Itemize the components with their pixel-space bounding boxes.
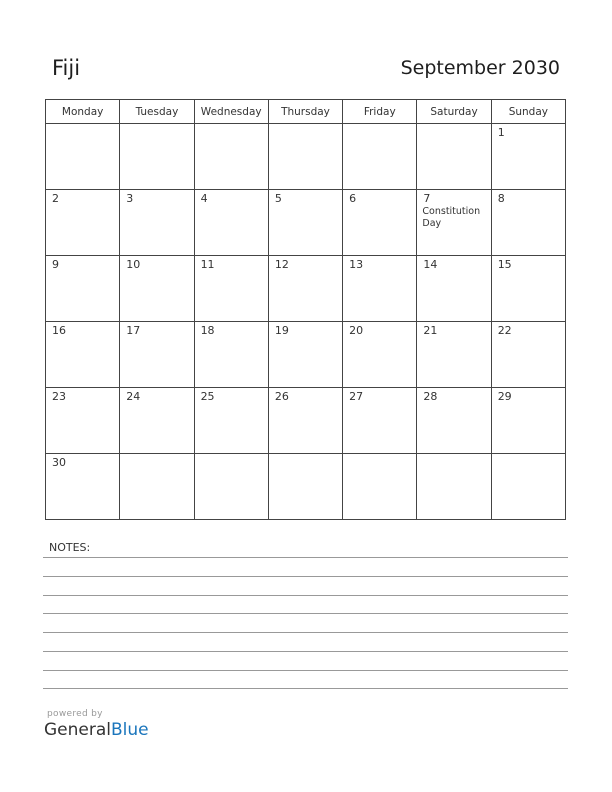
day-cell <box>417 388 491 454</box>
day-cell <box>491 454 565 520</box>
day-cell <box>194 322 268 388</box>
day-cell <box>46 256 120 322</box>
day-number: 12 <box>274 258 289 271</box>
day-cell <box>491 388 565 454</box>
day-number: 8 <box>497 192 505 205</box>
notes-line <box>43 688 568 689</box>
day-number <box>120 124 193 126</box>
brand-logo[interactable] <box>44 720 149 740</box>
day-cell <box>268 388 342 454</box>
brand-name-blue: Blue <box>111 720 149 740</box>
day-number: 28 <box>423 390 438 403</box>
day-number: 15 <box>497 258 512 271</box>
notes-line <box>43 576 568 577</box>
day-number: 20 <box>349 324 364 337</box>
day-number <box>343 454 416 456</box>
day-cell-holiday <box>417 190 491 256</box>
day-cell <box>343 388 417 454</box>
day-number: 21 <box>423 324 438 337</box>
notes-line <box>43 632 568 633</box>
day-number <box>46 124 119 126</box>
day-cell <box>491 190 565 256</box>
day-number: 13 <box>349 258 364 271</box>
day-cell <box>343 322 417 388</box>
day-number: 16 <box>52 324 66 337</box>
day-cell <box>491 256 565 322</box>
day-cell <box>343 124 417 190</box>
day-cell <box>194 124 268 190</box>
day-number: 4 <box>200 192 208 205</box>
weekday-sunday: Sunday <box>491 100 565 124</box>
day-cell <box>120 454 194 520</box>
day-cell <box>343 454 417 520</box>
day-number <box>417 124 490 126</box>
calendar-grid <box>45 99 566 520</box>
day-cell <box>194 454 268 520</box>
notes-line <box>43 651 568 652</box>
week-row <box>46 124 566 190</box>
day-cell <box>491 124 565 190</box>
weekday-saturday: Saturday <box>417 100 491 124</box>
week-row <box>46 388 566 454</box>
day-cell <box>120 322 194 388</box>
week-row <box>46 256 566 322</box>
day-number: 29 <box>497 390 512 403</box>
notes-line <box>43 595 568 596</box>
day-number: 6 <box>349 192 357 205</box>
day-cell <box>417 322 491 388</box>
day-number: 10 <box>126 258 141 271</box>
day-number: 14 <box>423 258 438 271</box>
notes-line <box>43 613 568 614</box>
week-row <box>46 322 566 388</box>
day-cell <box>46 190 120 256</box>
day-number: 1 <box>497 126 505 139</box>
day-number: 5 <box>274 192 282 205</box>
notes-label: NOTES: <box>49 541 91 554</box>
day-cell <box>120 124 194 190</box>
day-number <box>195 454 268 456</box>
day-number: 18 <box>200 324 215 337</box>
day-number: 2 <box>52 192 59 205</box>
day-cell <box>194 256 268 322</box>
day-number <box>269 454 342 456</box>
day-cell <box>268 256 342 322</box>
day-cell <box>120 256 194 322</box>
day-cell <box>268 454 342 520</box>
day-number: 17 <box>126 324 141 337</box>
day-number: 25 <box>200 390 215 403</box>
day-number <box>492 454 565 456</box>
day-number: 11 <box>200 258 215 271</box>
day-number <box>269 124 342 126</box>
weekday-friday: Friday <box>343 100 417 124</box>
day-number: 23 <box>52 390 66 403</box>
day-cell <box>120 388 194 454</box>
country-title: Fiji <box>52 56 81 80</box>
notes-line <box>43 670 568 671</box>
day-cell <box>268 124 342 190</box>
weekday-tuesday: Tuesday <box>120 100 194 124</box>
day-cell <box>417 256 491 322</box>
day-number: 24 <box>126 390 141 403</box>
day-cell <box>46 124 120 190</box>
day-cell <box>268 322 342 388</box>
day-number: 22 <box>497 324 512 337</box>
powered-by-label: powered by <box>47 709 103 719</box>
day-cell <box>46 322 120 388</box>
day-number: 26 <box>274 390 289 403</box>
weekday-thursday: Thursday <box>268 100 342 124</box>
month-year-title: September 2030 <box>400 57 560 79</box>
day-number: 3 <box>126 192 134 205</box>
holiday-label: Constitution Day <box>422 206 481 229</box>
notes-line <box>43 557 568 558</box>
day-cell <box>194 190 268 256</box>
day-cell <box>46 454 120 520</box>
week-row <box>46 454 566 520</box>
day-number: 30 <box>52 456 66 469</box>
day-cell <box>417 454 491 520</box>
day-number <box>195 124 268 126</box>
day-cell <box>120 190 194 256</box>
day-number: 27 <box>349 390 364 403</box>
weekday-monday: Monday <box>46 100 120 124</box>
day-cell <box>343 256 417 322</box>
day-cell <box>491 322 565 388</box>
day-number: 9 <box>52 258 59 271</box>
day-cell <box>417 124 491 190</box>
day-cell <box>268 190 342 256</box>
day-number <box>120 454 193 456</box>
day-cell <box>194 388 268 454</box>
day-number <box>343 124 416 126</box>
brand-name-general: General <box>44 720 111 740</box>
day-cell <box>46 388 120 454</box>
day-number <box>417 454 490 456</box>
day-cell <box>343 190 417 256</box>
weekday-wednesday: Wednesday <box>194 100 268 124</box>
day-number: 7 <box>423 192 431 205</box>
day-number: 19 <box>274 324 289 337</box>
weekday-header-row <box>46 100 566 124</box>
week-row <box>46 190 566 256</box>
